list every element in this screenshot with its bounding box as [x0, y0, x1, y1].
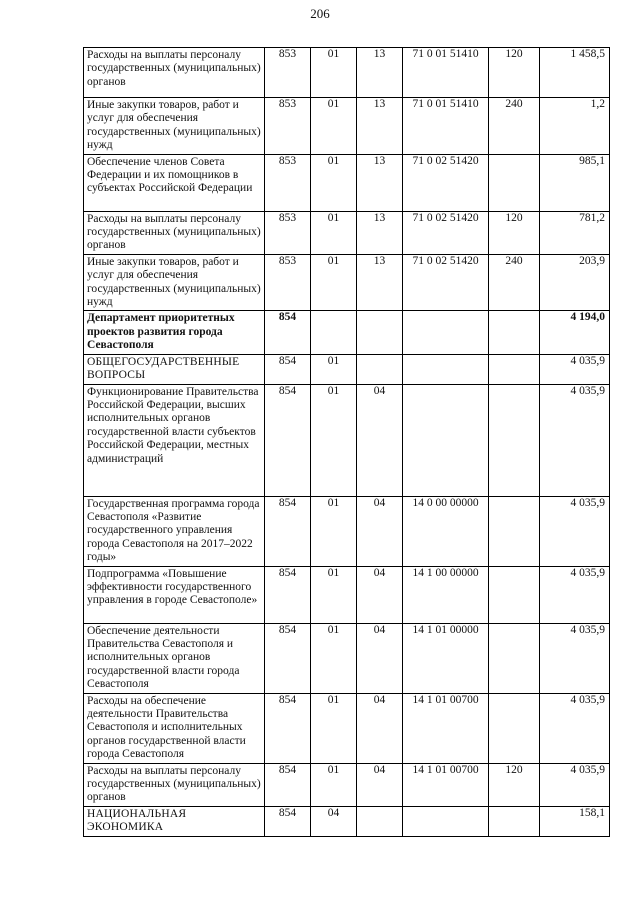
section-code: 01	[311, 384, 357, 496]
department-code: 854	[265, 806, 311, 836]
table-row	[84, 384, 610, 496]
expense-type-code	[489, 384, 540, 496]
subsection-code: 13	[357, 98, 403, 155]
subsection-code	[357, 806, 403, 836]
row-name: Расходы на выплаты персоналу государственных (муниципальных) органов	[84, 48, 265, 98]
section-code: 01	[311, 354, 357, 384]
row-name: Государственная программа города Севастополя «Развитие государственного управления города Севастополя на 2017–2022 годы»	[84, 496, 265, 566]
expense-type-code	[489, 806, 540, 836]
expense-type-code	[489, 496, 540, 566]
section-code: 04	[311, 806, 357, 836]
section-code	[311, 311, 357, 354]
amount: 1 458,5	[540, 48, 610, 98]
table-row	[84, 693, 610, 763]
section-code: 01	[311, 254, 357, 311]
row-name: Расходы на обеспечение деятельности Правительства Севастополя и исполнительных органов государственной власти города Севастополя	[84, 693, 265, 763]
amount: 4 035,9	[540, 496, 610, 566]
subsection-code: 13	[357, 48, 403, 98]
table-row	[84, 354, 610, 384]
department-code: 854	[265, 496, 311, 566]
expense-type-code	[489, 154, 540, 211]
amount: 4 194,0	[540, 311, 610, 354]
department-code: 854	[265, 763, 311, 806]
section-code: 01	[311, 211, 357, 254]
subsection-code: 04	[357, 384, 403, 496]
target-article-code	[403, 354, 489, 384]
subsection-code	[357, 311, 403, 354]
row-name: ОБЩЕГОСУДАРСТВЕННЫЕ ВОПРОСЫ	[84, 354, 265, 384]
amount: 4 035,9	[540, 763, 610, 806]
department-code: 853	[265, 211, 311, 254]
subsection-code: 04	[357, 496, 403, 566]
target-article-code: 14 1 01 00700	[403, 763, 489, 806]
expense-type-code	[489, 623, 540, 693]
row-name: Расходы на выплаты персоналу государственных (муниципальных) органов	[84, 211, 265, 254]
subsection-code: 13	[357, 254, 403, 311]
section-code: 01	[311, 566, 357, 623]
department-code: 854	[265, 566, 311, 623]
target-article-code: 14 1 01 00700	[403, 693, 489, 763]
subsection-code: 13	[357, 211, 403, 254]
row-name: НАЦИОНАЛЬНАЯ ЭКОНОМИКА	[84, 806, 265, 836]
target-article-code	[403, 806, 489, 836]
amount: 4 035,9	[540, 693, 610, 763]
row-name: Департамент приоритетных проектов развития города Севастополя	[84, 311, 265, 354]
amount: 1,2	[540, 98, 610, 155]
subsection-code: 04	[357, 763, 403, 806]
department-code: 853	[265, 154, 311, 211]
section-code: 01	[311, 763, 357, 806]
section-code: 01	[311, 496, 357, 566]
expense-type-code	[489, 693, 540, 763]
expense-type-code: 120	[489, 763, 540, 806]
table-row	[84, 154, 610, 211]
row-name: Обеспечение деятельности Правительства Севастополя и исполнительных органов государственной власти города Севастополя	[84, 623, 265, 693]
row-name: Иные закупки товаров, работ и услуг для обеспечения государственных (муниципальных) нужд	[84, 254, 265, 311]
section-code: 01	[311, 98, 357, 155]
table-row	[84, 48, 610, 98]
subsection-code: 04	[357, 623, 403, 693]
table-row	[84, 806, 610, 836]
amount: 781,2	[540, 211, 610, 254]
section-code: 01	[311, 154, 357, 211]
department-code: 854	[265, 354, 311, 384]
department-code: 853	[265, 98, 311, 155]
page-number: 206	[310, 6, 330, 21]
department-code: 854	[265, 311, 311, 354]
section-code: 01	[311, 693, 357, 763]
table-row	[84, 566, 610, 623]
budget-table	[83, 47, 610, 837]
table-row	[84, 763, 610, 806]
table-row	[84, 211, 610, 254]
department-code: 854	[265, 384, 311, 496]
table-row	[84, 311, 610, 354]
expense-type-code: 240	[489, 98, 540, 155]
expense-type-code: 120	[489, 211, 540, 254]
target-article-code: 71 0 02 51420	[403, 254, 489, 311]
target-article-code: 14 0 00 00000	[403, 496, 489, 566]
target-article-code: 71 0 01 51410	[403, 98, 489, 155]
target-article-code: 14 1 01 00000	[403, 623, 489, 693]
table-row	[84, 496, 610, 566]
section-code: 01	[311, 48, 357, 98]
subsection-code: 04	[357, 693, 403, 763]
subsection-code	[357, 354, 403, 384]
expense-type-code: 120	[489, 48, 540, 98]
row-name: Расходы на выплаты персоналу государственных (муниципальных) органов	[84, 763, 265, 806]
target-article-code: 71 0 01 51410	[403, 48, 489, 98]
amount: 4 035,9	[540, 623, 610, 693]
department-code: 853	[265, 254, 311, 311]
expense-type-code: 240	[489, 254, 540, 311]
target-article-code: 71 0 02 51420	[403, 154, 489, 211]
expense-type-code	[489, 311, 540, 354]
row-name: Обеспечение членов Совета Федерации и их помощников в субъектах Российской Федерации	[84, 154, 265, 211]
amount: 203,9	[540, 254, 610, 311]
target-article-code: 14 1 00 00000	[403, 566, 489, 623]
expense-type-code	[489, 566, 540, 623]
department-code: 853	[265, 48, 311, 98]
department-code: 854	[265, 623, 311, 693]
amount: 158,1	[540, 806, 610, 836]
target-article-code	[403, 384, 489, 496]
amount: 4 035,9	[540, 354, 610, 384]
target-article-code	[403, 311, 489, 354]
expense-type-code	[489, 354, 540, 384]
row-name: Иные закупки товаров, работ и услуг для обеспечения государственных (муниципальных) нужд	[84, 98, 265, 155]
target-article-code: 71 0 02 51420	[403, 211, 489, 254]
subsection-code: 04	[357, 566, 403, 623]
row-name: Подпрограмма «Повышение эффективности государственного управления в городе Севастополе»	[84, 566, 265, 623]
section-code: 01	[311, 623, 357, 693]
amount: 4 035,9	[540, 566, 610, 623]
table-row	[84, 623, 610, 693]
table-row	[84, 254, 610, 311]
department-code: 854	[265, 693, 311, 763]
amount: 4 035,9	[540, 384, 610, 496]
subsection-code: 13	[357, 154, 403, 211]
amount: 985,1	[540, 154, 610, 211]
table-row	[84, 98, 610, 155]
row-name: Функционирование Правительства Российской Федерации, высших исполнительных органов государственной власти субъектов Российской Федерации, местных администраций	[84, 384, 265, 496]
